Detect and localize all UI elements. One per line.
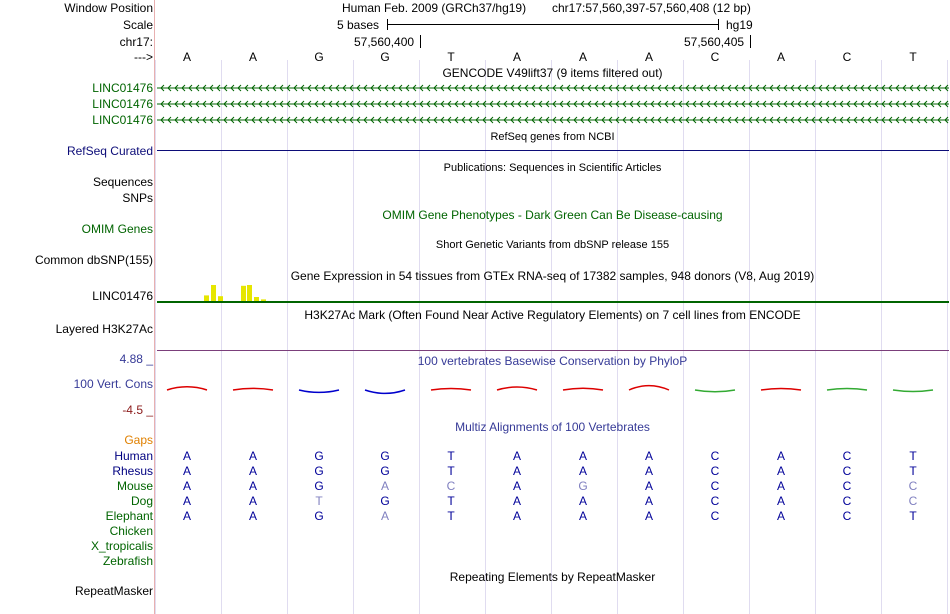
phylop-mark[interactable] — [827, 389, 867, 391]
alignment-base: T — [447, 449, 455, 463]
refseq-label[interactable]: RefSeq Curated — [66, 144, 153, 158]
alignment-base: C — [710, 464, 720, 478]
gtex-bar[interactable] — [241, 286, 246, 301]
alignment-base: C — [842, 494, 852, 508]
phylop-mark[interactable] — [233, 388, 273, 390]
alignment-base: A — [182, 509, 191, 523]
species-label[interactable]: X_tropicalis — [90, 539, 153, 553]
alignment-base: C — [842, 464, 852, 478]
phylop-mark[interactable] — [893, 390, 933, 392]
dbsnp-label[interactable]: Common dbSNP(155) — [34, 253, 153, 267]
alignment-base: C — [908, 479, 918, 493]
cons-max-label: 4.88 _ — [119, 352, 153, 366]
alignment-base: A — [776, 464, 785, 478]
assembly-text: Human Feb. 2009 (GRCh37/hg19) — [342, 1, 527, 15]
alignment-base: T — [909, 464, 917, 478]
alignment-base: G — [314, 479, 324, 493]
gtex-gene-baseline — [157, 301, 949, 303]
gtex-label[interactable]: LINC01476 — [92, 289, 153, 303]
sequence-base: A — [182, 50, 191, 64]
gtex-bar[interactable] — [254, 297, 259, 301]
coord-2: 57,560,405 — [684, 35, 745, 49]
alignment-base: A — [248, 449, 257, 463]
repeatmasker-label[interactable]: RepeatMasker — [74, 584, 153, 598]
alignment-base: G — [314, 449, 324, 463]
alignment-base: A — [512, 479, 521, 493]
scale-db: hg19 — [726, 18, 753, 32]
species-label[interactable]: Dog — [130, 494, 153, 508]
alignment-base: A — [578, 449, 587, 463]
sequence-base: G — [314, 50, 324, 64]
h3k27ac-title[interactable]: H3K27Ac Mark (Often Found Near Active Regulatory Elements) on 7 cell lines from ENCODE — [304, 308, 801, 322]
multiz-title[interactable]: Multiz Alignments of 100 Vertebrates — [455, 420, 650, 434]
sequence-base: A — [644, 50, 653, 64]
alignment-base: A — [182, 464, 191, 478]
alignment-base: G — [578, 479, 588, 493]
alignment-base: A — [248, 494, 257, 508]
alignment-base: C — [842, 449, 852, 463]
phylop-mark[interactable] — [167, 387, 207, 390]
gencode-item-label[interactable]: LINC01476 — [92, 113, 153, 127]
gencode-transcript-3[interactable] — [157, 116, 949, 124]
gtex-expression-chart[interactable] — [157, 282, 949, 304]
refseq-title[interactable]: RefSeq genes from NCBI — [490, 131, 615, 143]
h3k27ac-label[interactable]: Layered H3K27Ac — [55, 322, 153, 336]
alignment-base: C — [446, 479, 456, 493]
alignment-base: T — [315, 494, 323, 508]
alignment-base: A — [512, 509, 521, 523]
alignment-base: A — [578, 509, 587, 523]
species-label[interactable]: Mouse — [116, 479, 153, 493]
alignment-base: T — [909, 509, 917, 523]
alignment-base: A — [644, 494, 653, 508]
gencode-transcript-2[interactable] — [157, 100, 949, 108]
sequence-base: A — [578, 50, 587, 64]
publications-title[interactable]: Publications: Sequences in Scientific Articles — [443, 162, 662, 174]
gtex-title[interactable]: Gene Expression in 54 tissues from GTEx RNA-seq of 17382 samples, 948 donors (V8, Aug 2019) — [290, 269, 815, 283]
phylop-mark[interactable] — [299, 390, 339, 392]
alignment-base: A — [512, 494, 521, 508]
gtex-bar[interactable] — [247, 285, 252, 301]
chrom-label: chr17: — [119, 35, 153, 49]
alignment-base: G — [314, 509, 324, 523]
alignment-base: A — [248, 464, 257, 478]
sequence-base: C — [710, 50, 720, 64]
phylop-mark[interactable] — [563, 388, 603, 390]
position-text[interactable]: chr17:57,560,397-57,560,408 (12 bp) — [552, 1, 751, 15]
alignment-base: A — [512, 449, 521, 463]
coord-2-tick — [750, 35, 751, 48]
sequence-base: G — [380, 50, 390, 64]
phylop-mark[interactable] — [629, 386, 669, 390]
alignment-base: T — [447, 464, 455, 478]
species-label[interactable]: Zebrafish — [102, 554, 153, 568]
phylop-mark[interactable] — [761, 389, 801, 391]
repeatmasker-title[interactable]: Repeating Elements by RepeatMasker — [449, 570, 656, 584]
alignment-base: C — [710, 449, 720, 463]
alignment-base: G — [380, 494, 390, 508]
scale-bar — [387, 24, 718, 25]
species-label[interactable]: Rhesus — [112, 464, 153, 478]
alignment-base: G — [380, 464, 390, 478]
species-label[interactable]: Chicken — [109, 524, 153, 538]
alignment-base: A — [248, 509, 257, 523]
cons-title[interactable]: 100 vertebrates Basewise Conservation by PhyloP — [417, 354, 688, 368]
scale-bar-right-tick — [718, 19, 719, 30]
alignment-base: C — [710, 479, 720, 493]
alignment-base: A — [644, 479, 653, 493]
gtex-bar[interactable] — [261, 299, 266, 301]
alignment-base: C — [710, 494, 720, 508]
alignment-base: A — [182, 479, 191, 493]
alignment-base: A — [248, 479, 257, 493]
alignment-base: G — [314, 464, 324, 478]
alignment-base: C — [842, 509, 852, 523]
phylop-mark[interactable] — [497, 387, 537, 390]
sequence-base: A — [776, 50, 785, 64]
cons-label[interactable]: 100 Vert. Cons — [73, 377, 153, 391]
alignment-base: T — [447, 509, 455, 523]
sequence-base: A — [248, 50, 257, 64]
gaps-label[interactable]: Gaps — [124, 433, 153, 447]
alignment-base: A — [644, 464, 653, 478]
phylop-mark[interactable] — [695, 390, 735, 392]
alignment-base: A — [578, 494, 587, 508]
gencode-item-label[interactable]: LINC01476 — [92, 97, 153, 111]
h3k27ac-baseline — [157, 350, 949, 351]
alignment-base: A — [776, 479, 785, 493]
gtex-bar[interactable] — [218, 296, 223, 301]
omim-label[interactable]: OMIM Genes — [81, 222, 153, 236]
cons-min-label: -4.5 _ — [122, 403, 153, 417]
sequence-base: C — [842, 50, 852, 64]
alignment-base: G — [380, 449, 390, 463]
dbsnp-title[interactable]: Short Genetic Variants from dbSNP release 155 — [435, 239, 670, 251]
alignment-base: A — [182, 449, 191, 463]
gtex-bar[interactable] — [204, 295, 209, 301]
alignment-base: A — [578, 464, 587, 478]
sequence-base: T — [909, 50, 917, 64]
gencode-title[interactable]: GENCODE V49lift37 (9 items filtered out) — [442, 66, 663, 80]
scale-label: Scale — [122, 18, 153, 32]
alignment-base: C — [842, 479, 852, 493]
species-label[interactable]: Human — [114, 449, 153, 463]
strand-arrow-label: ---> — [134, 50, 153, 64]
sequence-base: A — [512, 50, 521, 64]
omim-title[interactable]: OMIM Gene Phenotypes - Dark Green Can Be Disease-causing — [382, 208, 723, 222]
alignment-base: A — [776, 449, 785, 463]
coord-1-tick — [420, 35, 421, 48]
phylop-mark[interactable] — [431, 389, 471, 391]
alignment-base: A — [182, 494, 191, 508]
sequences-label[interactable]: Sequences — [92, 175, 153, 189]
alignment-base: A — [380, 479, 389, 493]
alignment-base: A — [644, 509, 653, 523]
alignment-base: C — [710, 509, 720, 523]
alignment-base: C — [908, 494, 918, 508]
alignment-base: T — [909, 449, 917, 463]
label-column-divider — [154, 0, 155, 614]
coord-1: 57,560,400 — [354, 35, 415, 49]
snps-label[interactable]: SNPs — [122, 191, 153, 205]
alignment-base: A — [776, 494, 785, 508]
gencode-transcript-1[interactable] — [157, 84, 949, 92]
scale-text: 5 bases — [337, 18, 380, 32]
sequence-base: T — [447, 50, 455, 64]
alignment-base: T — [447, 494, 455, 508]
alignment-base: A — [776, 509, 785, 523]
alignment-base: A — [644, 449, 653, 463]
alignment-base: A — [380, 509, 389, 523]
gencode-item-label[interactable]: LINC01476 — [92, 81, 153, 95]
refseq-gene-line[interactable] — [157, 150, 949, 151]
phylop-mark[interactable] — [365, 390, 405, 393]
phylop-conservation-chart[interactable] — [157, 366, 949, 416]
gtex-bar[interactable] — [211, 285, 216, 301]
species-label[interactable]: Elephant — [105, 509, 153, 523]
alignment-base: A — [512, 464, 521, 478]
window-position-label: Window Position — [64, 1, 153, 15]
